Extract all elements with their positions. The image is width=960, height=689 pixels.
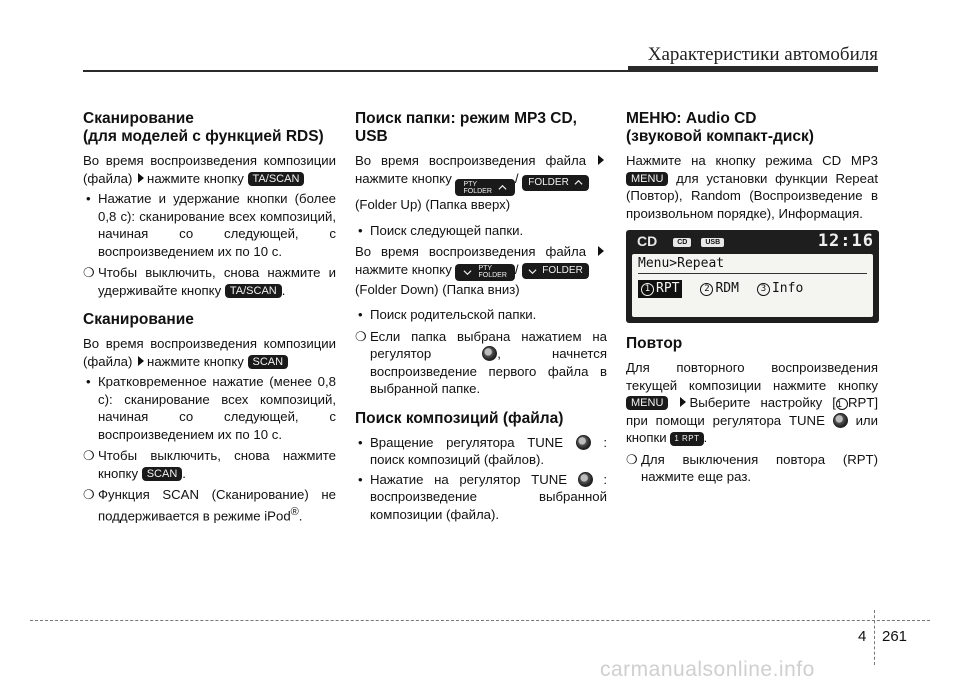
bullet-list <box>355 306 607 324</box>
list-item: • Поиск следующей папки. <box>355 222 607 240</box>
chevron-up-icon <box>574 178 583 187</box>
note: ❍ Если папка выбрана нажатием на регулятор , начнется воспроизведение первого файла в выбранной папке. <box>355 328 607 396</box>
note: ❍ Функция SCAN (Сканирование) не поддерживается в режиме iPod®. <box>83 487 336 523</box>
section-title-scan-rds: Сканирование (для моделей с функцией RDS) <box>83 110 324 145</box>
circled-number: 1 <box>836 398 848 410</box>
arrow-right-icon <box>138 173 144 183</box>
paragraph: Во время воспроизведения композиции (файла) нажмите кнопку SCAN <box>83 336 336 369</box>
lcd-source: CD <box>637 233 658 250</box>
section-title-scan: Сканирование <box>83 311 194 328</box>
section-title-folder-search: Поиск папки: режим MP3 CD, USB <box>355 110 577 145</box>
list-item: • Кратковременное нажатие (менее 0,8 с): сканирование всех композиций, начиная со следующей, с воспроизведением их по 10 с. <box>83 373 336 443</box>
section-title-track-search: Поиск композиций (файла) <box>355 409 564 427</box>
footer-rule <box>30 620 930 621</box>
note: ❍ Чтобы выключить, снова нажмите кнопку SCAN . <box>83 448 336 481</box>
pty-folder-down-button: PTY FOLDER <box>455 264 514 281</box>
header-rule-accent <box>628 66 878 71</box>
arrow-right-icon <box>138 356 144 366</box>
lcd-menu-title: Menu>Repeat <box>638 256 867 274</box>
folder-up-button: FOLDER <box>522 175 589 191</box>
chevron-down-icon <box>528 267 537 276</box>
tune-knob-icon <box>578 472 593 487</box>
menu-button: MENU <box>626 172 668 186</box>
tune-knob-icon <box>833 413 848 428</box>
chevron-down-icon <box>463 268 472 277</box>
lcd-display <box>626 230 879 323</box>
lcd-screen <box>632 254 873 317</box>
note-icon: ❍ <box>355 328 367 344</box>
note-icon: ❍ <box>626 451 638 467</box>
note: ❍ Чтобы выключить, снова нажмите и удерживайте кнопку TA/SCAN . <box>83 265 336 298</box>
arrow-right-icon <box>680 397 686 407</box>
pty-folder-up-button: PTY FOLDER <box>455 179 514 196</box>
lcd-status-bar <box>631 231 874 252</box>
chevron-up-icon <box>498 183 507 192</box>
page-header-title: Характеристики автомобиля <box>647 44 878 65</box>
menu-button: MENU <box>626 396 668 410</box>
tune-knob-icon <box>482 346 497 361</box>
bullet-list <box>83 190 336 260</box>
lcd-option-info: 3 Info <box>757 280 803 298</box>
watermark: carmanualsonline.info <box>600 658 815 681</box>
note-icon: ❍ <box>83 265 95 280</box>
lcd-clock: 12:16 <box>817 231 874 252</box>
paragraph: Нажмите на кнопку режима CD MP3 MENU для установки функции Repeat (Повтор), Random (Воспроизведение в произвольном порядке), Информация. <box>626 153 878 221</box>
section-title-menu-audio-cd: МЕНЮ: Audio CD (звуковой компакт-диск) <box>626 110 814 145</box>
page-number: 261 <box>882 628 908 645</box>
lcd-option-rdm: 2 RDM <box>700 280 738 298</box>
arrow-right-icon <box>598 155 604 165</box>
list-item: • Нажатие и удержание кнопки (более 0,8 с): сканирование всех композиций, начиная со следующей, с воспроизведением их по 10 с. <box>83 190 336 260</box>
note-icon: ❍ <box>83 448 95 463</box>
chapter-number: 4 <box>858 628 867 645</box>
bullet-list <box>83 373 336 443</box>
note: ❍ Для выключения повтора (RPT) нажмите еще раз. <box>626 451 878 484</box>
ta-scan-button: TA/SCAN <box>225 284 282 298</box>
paragraph: Во время воспроизведения композиции (файла) нажмите кнопку TA/SCAN <box>83 153 336 186</box>
scan-button: SCAN <box>248 355 289 369</box>
note-icon: ❍ <box>83 487 95 502</box>
section-title-repeat: Повтор <box>626 335 683 352</box>
folder-down-button: FOLDER <box>522 263 589 279</box>
bullet-list <box>355 222 607 240</box>
rpt-button: 1 RPT <box>670 432 703 446</box>
bullet-list <box>355 434 607 524</box>
tune-knob-icon <box>576 435 591 450</box>
paragraph: Во время воспроизведения файла нажмите кнопку PTY FOLDER / FOLDER (Folder Up) (Папка вверх) <box>355 152 607 214</box>
column-2 <box>355 110 607 525</box>
paragraph: Для повторного воспроизведения текущей композиции нажмите кнопку MENU Выберите настройку [1 RPT] при помощи регулятора TUNE или кнопки 1 RPT . <box>626 360 879 445</box>
paragraph: Во время воспроизведения файла нажмите кнопку PTY FOLDER / FOLDER (Folder Down) (Папка вниз) <box>355 243 607 298</box>
column-1 <box>83 110 336 524</box>
scan-button: SCAN <box>142 467 183 481</box>
footer-divider <box>874 610 875 665</box>
list-item: • Вращение регулятора TUNE : поиск композиций (файлов). <box>355 434 607 469</box>
list-item: • Нажатие на регулятор TUNE : воспроизведение выбранной композиции (файла). <box>355 471 607 524</box>
lcd-cd-indicator: CD <box>673 238 691 247</box>
lcd-options <box>638 280 867 298</box>
list-item: • Поиск родительской папки. <box>355 306 607 324</box>
lcd-usb-indicator: USB <box>701 238 724 247</box>
lcd-option-rpt: 1 RPT <box>638 280 682 298</box>
arrow-right-icon <box>598 246 604 256</box>
ta-scan-button: TA/SCAN <box>248 172 305 186</box>
column-3 <box>626 110 878 486</box>
